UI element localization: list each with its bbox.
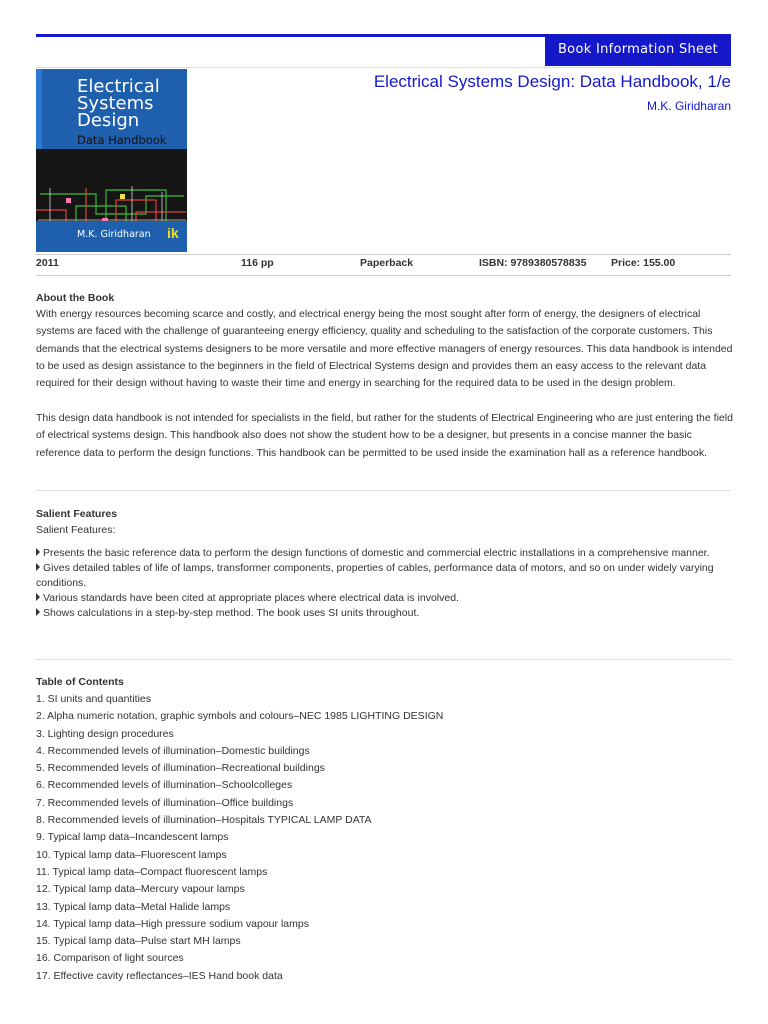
toc-item: 11. Typical lamp data–Compact fluorescent lamps <box>36 865 268 878</box>
toc-item: 13. Typical lamp data–Metal Halide lamps <box>36 900 231 913</box>
list-item <box>36 591 734 606</box>
binding-type: Paperback <box>360 257 414 269</box>
feature-text: Shows calculations in a step-by-step method. The book uses SI units throughout. <box>43 607 420 619</box>
section-divider <box>36 490 731 491</box>
toc-heading: Table of Contents <box>36 676 124 688</box>
sheet-type-badge: Book Information Sheet <box>545 34 731 66</box>
cover-title <box>77 78 160 129</box>
toc-item: 16. Comparison of light sources <box>36 952 184 965</box>
feature-text: Presents the basic reference data to perform the design functions of domestic and commercial electric installations in a comprehensive manner. <box>43 547 710 559</box>
cover-author: M.K. Giridharan <box>77 229 151 240</box>
cover-title-line: Design <box>77 110 140 131</box>
toc-item: 12. Typical lamp data–Mercury vapour lamps <box>36 883 245 896</box>
bullet-arrow-icon <box>36 608 40 616</box>
header-divider <box>36 67 731 68</box>
salient-intro: Salient Features: <box>36 524 116 536</box>
book-cover-image <box>36 69 187 252</box>
toc-item: 17. Effective cavity reflectances–IES Hand book data <box>36 969 283 982</box>
cover-title-line: Electrical <box>77 76 160 97</box>
toc-item: 14. Typical lamp data–High pressure sodium vapour lamps <box>36 917 309 930</box>
toc-item: 7. Recommended levels of illumination–Office buildings <box>36 796 294 809</box>
toc-item: 9. Typical lamp data–Incandescent lamps <box>36 831 229 844</box>
feature-text: Gives detailed tables of life of lamps, transformer components, properties of cables, performance data of motors, and so on under widely varying conditions. <box>36 562 714 589</box>
bullet-arrow-icon <box>36 548 40 556</box>
about-heading: About the Book <box>36 292 115 304</box>
isbn: ISBN: 9789380578835 <box>479 257 587 269</box>
about-paragraph: With energy resources becoming scarce and costly, and electrical energy being the most sought after form of energy, the designers of electrical systems are faced with the challenge of guaranteeing energy efficiency, quality and scheduling to the satisfaction of the corporate customers. This demands that the electrical systems designers to be more versatile and more effective managers of energy resources. This data handbook is intended to be used as design assistance to the beginners in the field of Electrical Systems design and provides them an easy access to the relevant data required for their design without having to waste their time and energy in searching for the required data to be used in the design problem. <box>36 308 733 390</box>
bullet-arrow-icon <box>36 563 40 571</box>
publication-year: 2011 <box>36 257 59 269</box>
section-divider <box>36 659 731 660</box>
table-of-contents <box>36 691 443 985</box>
book-title: Electrical Systems Design: Data Handbook, 1/e <box>373 72 731 91</box>
toc-item: 2. Alpha numeric notation, graphic symbols and colours–NEC 1985 LIGHTING DESIGN <box>36 710 444 723</box>
toc-item: 6. Recommended levels of illumination–Schoolcolleges <box>36 779 293 792</box>
toc-item: 8. Recommended levels of illumination–Hospitals TYPICAL LAMP DATA <box>36 814 372 827</box>
page-count: 116 pp <box>241 257 274 269</box>
toc-item: 10. Typical lamp data–Fluorescent lamps <box>36 848 227 861</box>
book-author: M.K. Giridharan <box>646 99 731 113</box>
cover-subtitle: Data Handbook <box>77 133 167 147</box>
toc-item: 5. Recommended levels of illumination–Recreational buildings <box>36 762 325 775</box>
meta-divider-bottom <box>36 275 731 276</box>
list-item <box>36 546 734 561</box>
about-paragraph: This design data handbook is not intended for specialists in the field, but rather for the students of Electrical Engineering who are just entering the field of electrical systems design. This handbook also does not show the student how to be a designer, but presents in a concise manner the basic reference data to perform the design functions. This handbook can be permitted to be used inside the examination hall as a reference handbook. <box>36 412 733 459</box>
toc-item: 3. Lighting design procedures <box>36 727 174 740</box>
bullet-arrow-icon <box>36 593 40 601</box>
publisher-logo: ik <box>167 225 179 241</box>
price: Price: 155.00 <box>611 257 676 269</box>
meta-divider-top <box>36 254 731 255</box>
list-item <box>36 606 734 621</box>
toc-item: 4. Recommended levels of illumination–Domestic buildings <box>36 744 310 757</box>
salient-heading: Salient Features <box>36 508 118 520</box>
list-item <box>36 561 734 591</box>
salient-feature-list <box>36 546 734 621</box>
feature-text: Various standards have been cited at appropriate places where electrical data is involved. <box>43 592 459 604</box>
toc-item: 1. SI units and quantities <box>36 693 151 705</box>
cover-title-line: Systems <box>77 93 154 114</box>
toc-item: 15. Typical lamp data–Pulse start MH lamps <box>36 935 241 948</box>
